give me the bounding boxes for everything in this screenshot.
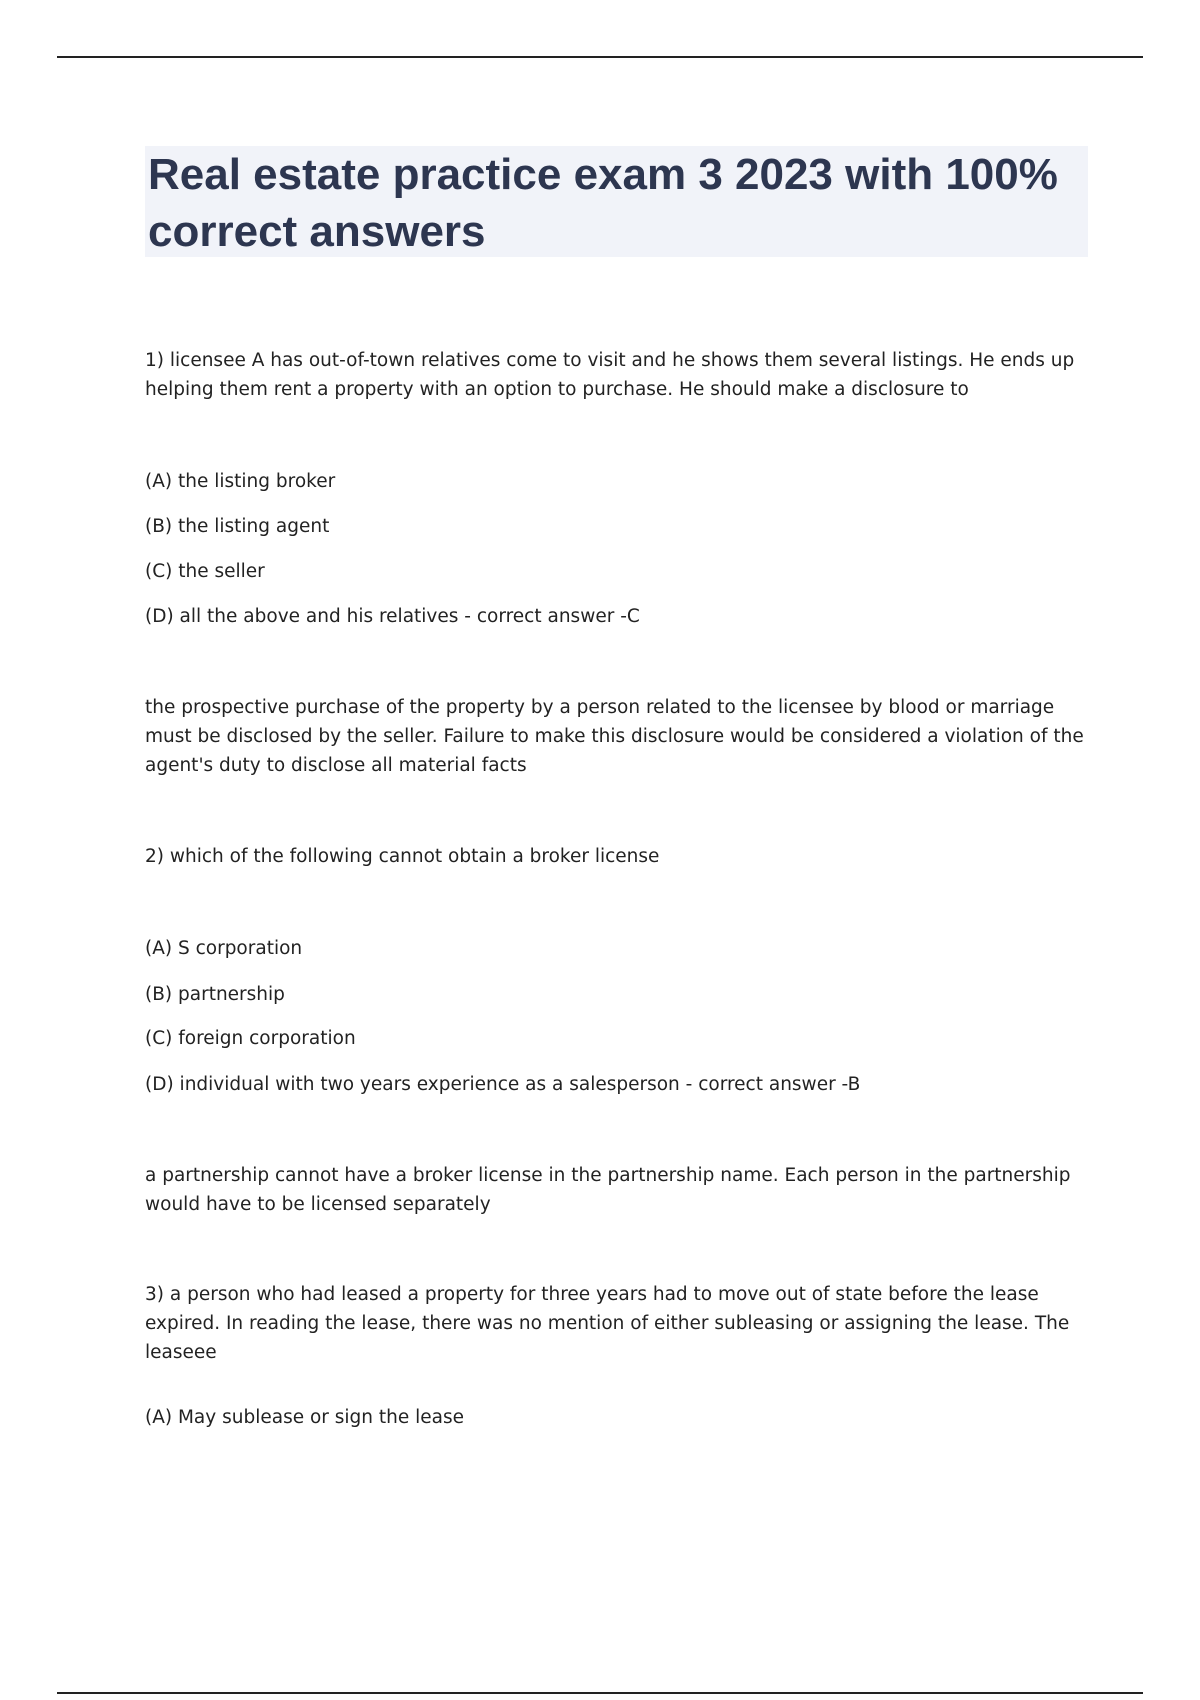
question-text: 3) a person who had leased a property for three years had to move out of state before the lease expired. In reading the lease, there was no mention of either subleasing or assigning the lease. The leaseee	[145, 1284, 1070, 1363]
answer-option: (D) all the above and his relatives - correct answer -C	[145, 606, 640, 627]
footer-rule	[57, 1692, 1143, 1694]
answer-explanation: the prospective purchase of the property by a person related to the licensee by blood or marriage must be disclosed by the seller. Failure to make this disclosure would be considered a violation of the agent's duty to disclose all material facts	[145, 697, 1084, 776]
answer-option: (A) S corporation	[145, 938, 303, 959]
header-rule	[57, 56, 1143, 58]
answer-option: (D) individual with two years experience as a salesperson - correct answer -B	[145, 1074, 861, 1095]
answer-option: (C) the seller	[145, 561, 265, 582]
title-banner	[145, 146, 1088, 257]
answer-option: (B) partnership	[145, 984, 285, 1005]
question-text: 1) licensee A has out-of-town relatives come to visit and he shows them several listings. He ends up helping them rent a property with an option to purchase. He should make a disclosure to	[145, 350, 1075, 400]
answer-option: (A) the listing broker	[145, 471, 336, 492]
answer-option: (A) May sublease or sign the lease	[145, 1407, 465, 1428]
question-text: 2) which of the following cannot obtain a broker license	[145, 846, 660, 867]
answer-option: (B) the listing agent	[145, 516, 330, 537]
page-title: Real estate practice exam 3 2023 with 100% correct answers	[148, 150, 1058, 256]
answer-explanation: a partnership cannot have a broker license in the partnership name. Each person in the partnership would have to be licensed separately	[145, 1165, 1071, 1215]
answer-option: (C) foreign corporation	[145, 1028, 356, 1049]
